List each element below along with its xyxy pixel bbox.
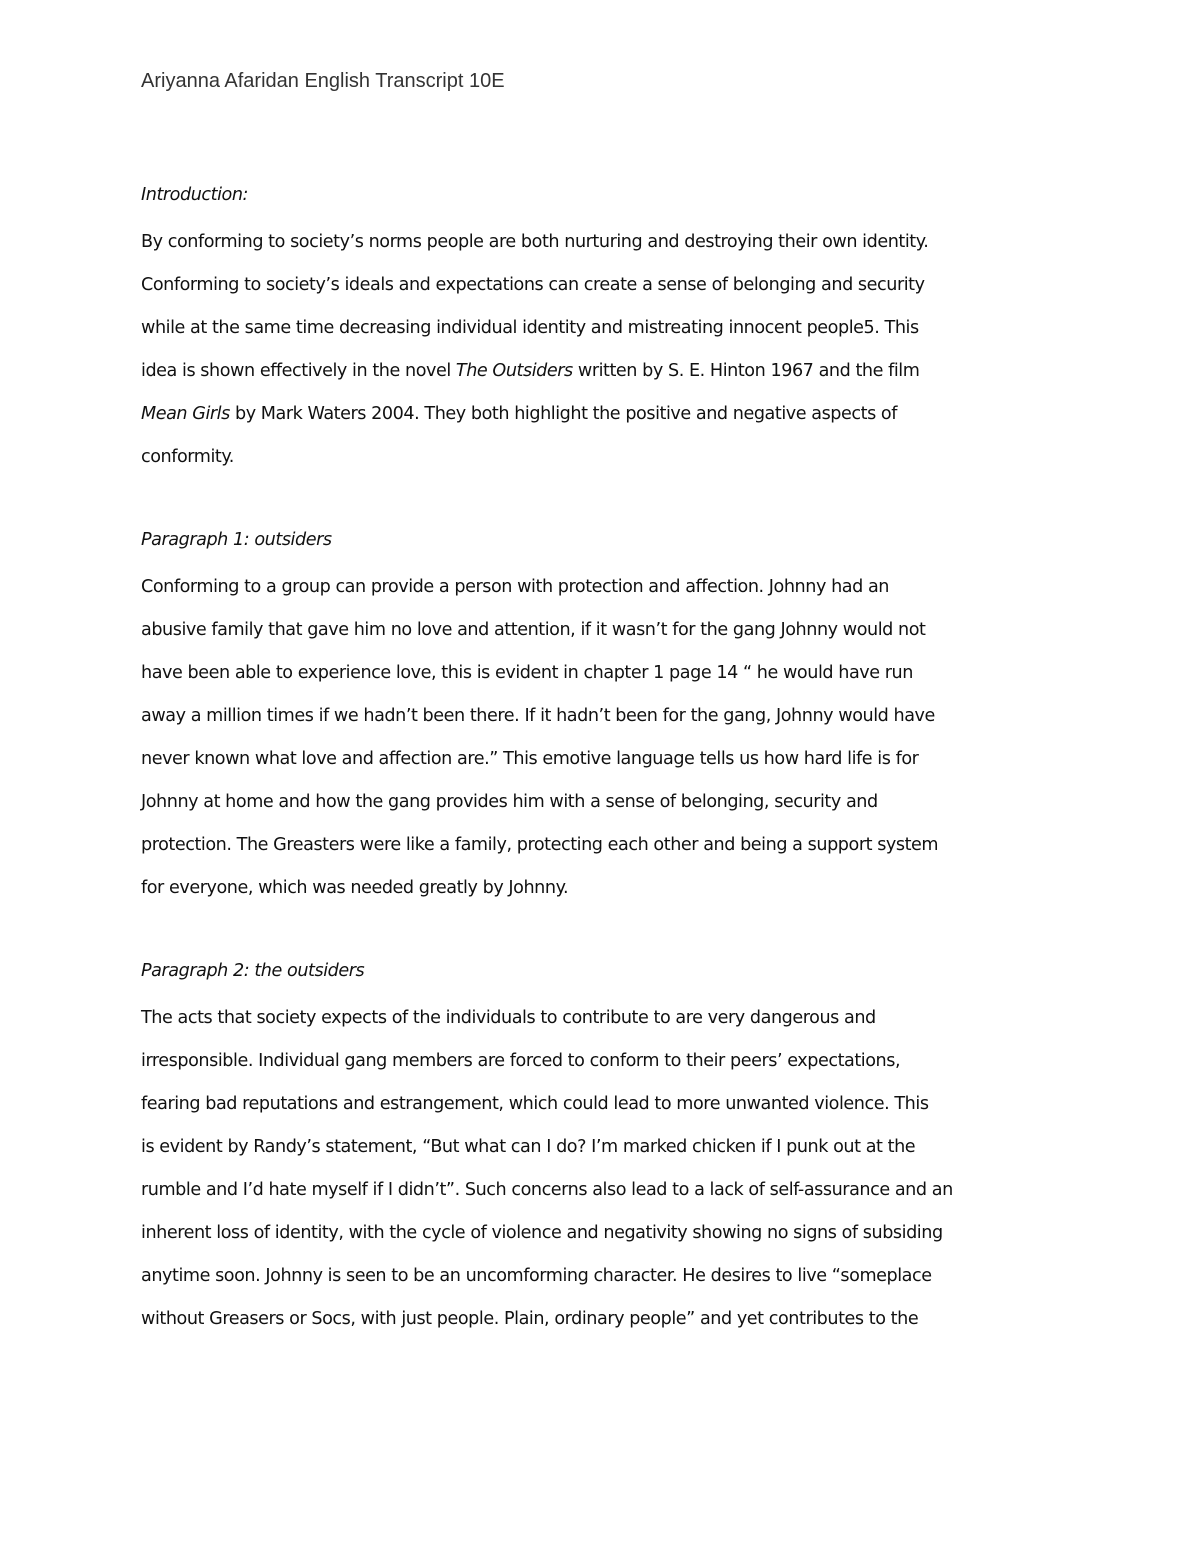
paragraph2-body: [141, 997, 1061, 1341]
text-line: Conforming to society’s ideals and expectations can create a sense of belonging and security: [141, 275, 925, 295]
text-line: protection. The Greasters were like a family, protecting each other and being a support system: [141, 835, 939, 855]
text-line: while at the same time decreasing individual identity and mistreating innocent people5. This: [141, 318, 919, 338]
text-line: have been able to experience love, this is evident in chapter 1 page 14 “ he would have run: [141, 663, 913, 683]
introduction-paragraph: [141, 221, 1061, 479]
introduction-heading: Introduction:: [141, 185, 249, 205]
paragraph1-body: [141, 566, 1061, 910]
document-header: Ariyanna Afaridan English Transcript 10E: [141, 70, 505, 92]
text-line: inherent loss of identity, with the cycle of violence and negativity showing no signs of subsiding: [141, 1223, 943, 1243]
text-line: for everyone, which was needed greatly by Johnny.: [141, 878, 569, 898]
text-segment: by Mark Waters 2004. They both highlight the positive and negative aspects of: [229, 404, 897, 424]
text-line: [141, 350, 1061, 393]
text-line: is evident by Randy’s statement, “But what can I do? I’m marked chicken if I punk out at the: [141, 1137, 916, 1157]
text-line: [141, 393, 1061, 436]
text-line: abusive family that gave him no love and attention, if it wasn’t for the gang Johnny would not: [141, 620, 926, 640]
text-line: rumble and I’d hate myself if I didn’t”. Such concerns also lead to a lack of self-assurance and an: [141, 1180, 953, 1200]
text-line: never known what love and affection are.” This emotive language tells us how hard life is for: [141, 749, 919, 769]
text-line: The acts that society expects of the individuals to contribute to are very dangerous and: [141, 1008, 876, 1028]
text-line: conformity.: [141, 447, 234, 467]
text-line: without Greasers or Socs, with just people. Plain, ordinary people” and yet contributes to the: [141, 1309, 919, 1329]
text-line: By conforming to society’s norms people are both nurturing and destroying their own identity.: [141, 232, 929, 252]
text-line: Johnny at home and how the gang provides him with a sense of belonging, security and: [141, 792, 878, 812]
text-segment: written by S. E. Hinton 1967 and the film: [572, 361, 920, 381]
paragraph2-heading: Paragraph 2: the outsiders: [141, 961, 365, 981]
text-segment: idea is shown effectively in the novel: [141, 361, 456, 381]
book-title: The Outsiders: [455, 361, 573, 381]
text-line: fearing bad reputations and estrangement, which could lead to more unwanted violence. This: [141, 1094, 929, 1114]
film-title: Mean Girls: [141, 404, 230, 424]
text-line: irresponsible. Individual gang members are forced to conform to their peers’ expectations,: [141, 1051, 901, 1071]
text-line: Conforming to a group can provide a person with protection and affection. Johnny had an: [141, 577, 889, 597]
paragraph1-heading: Paragraph 1: outsiders: [141, 530, 332, 550]
text-line: anytime soon. Johnny is seen to be an uncomforming character. He desires to live “someplace: [141, 1266, 932, 1286]
text-line: away a million times if we hadn’t been there. If it hadn’t been for the gang, Johnny would have: [141, 706, 935, 726]
